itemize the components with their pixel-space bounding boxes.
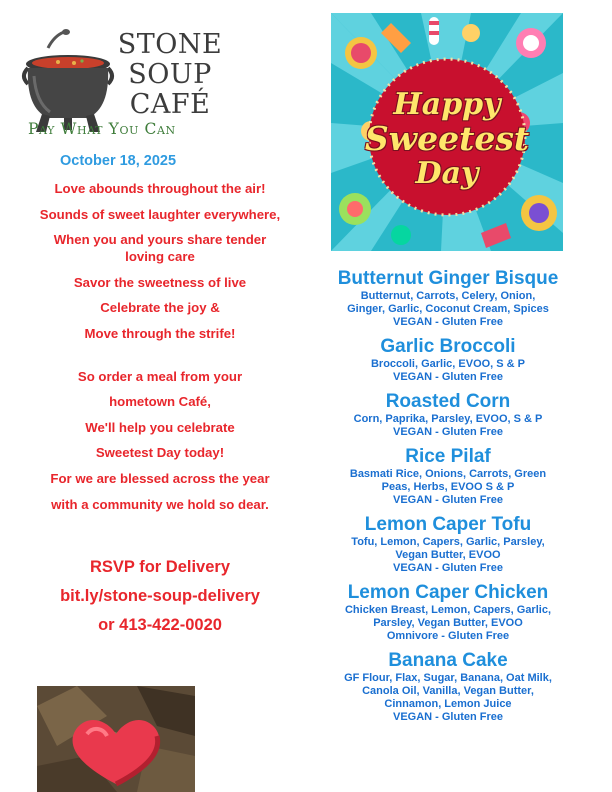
- stone-soup-logo: [18, 22, 228, 142]
- poem-line: So order a meal from your: [77, 368, 243, 384]
- poem-line: When you and yours share tender: [53, 232, 267, 248]
- dish-description: GF Flour, Flax, Sugar, Banana, Oat Milk,: [344, 672, 552, 684]
- dish-diet: VEGAN - Gluten Free: [392, 316, 504, 328]
- logo-line-stone: STONE: [117, 29, 223, 60]
- event-date: October 18, 2025: [60, 153, 177, 169]
- dish-diet: VEGAN - Gluten Free: [392, 371, 504, 383]
- dish-diet: VEGAN - Gluten Free: [392, 711, 504, 723]
- poem-line: loving care: [125, 249, 195, 265]
- poem-line: hometown Café,: [109, 394, 211, 410]
- sweetest-day-banner: [331, 13, 563, 251]
- dish-description: Broccoli, Garlic, EVOO, S & P: [370, 358, 526, 370]
- poem: [20, 180, 300, 513]
- menu-item: [310, 446, 586, 507]
- poem-line: Move through the strife!: [84, 325, 236, 341]
- logo-tagline: Pay What You Can: [28, 120, 176, 138]
- menu-item: [310, 391, 586, 439]
- felt-heart-photo: [37, 686, 195, 792]
- dish-description: Peas, Herbs, EVOO S & P: [381, 481, 515, 493]
- dish-name: Lemon Caper Chicken: [347, 582, 549, 603]
- dish-description: Chicken Breast, Lemon, Capers, Garlic,: [344, 604, 552, 616]
- dish-name: Roasted Corn: [385, 391, 511, 412]
- dish-diet: VEGAN - Gluten Free: [392, 562, 504, 574]
- menu-item: [310, 268, 586, 329]
- poem-stanza-break: [20, 351, 300, 368]
- dish-description: Basmati Rice, Onions, Carrots, Green: [349, 468, 547, 480]
- dish-diet: VEGAN - Gluten Free: [392, 426, 504, 438]
- dish-name: Rice Pilaf: [405, 446, 491, 467]
- banner-line-happy: Happy: [393, 87, 501, 122]
- banner-line-day: Day: [415, 156, 479, 191]
- dish-description: Tofu, Lemon, Capers, Garlic, Parsley,: [351, 536, 545, 548]
- dish-description: Ginger, Garlic, Coconut Cream, Spices: [347, 303, 549, 315]
- poem-line: We'll help you celebrate: [85, 419, 235, 435]
- dish-description: Parsley, Vegan Butter, EVOO: [373, 617, 523, 629]
- dish-diet: VEGAN - Gluten Free: [392, 494, 504, 506]
- dish-description: Cinnamon, Lemon Juice: [384, 698, 512, 710]
- rsvp-block: [20, 553, 300, 640]
- poem-line: Savor the sweetness of live: [73, 274, 247, 290]
- dish-description: Canola Oil, Vanilla, Vegan Butter,: [362, 685, 534, 697]
- dish-name: Lemon Caper Tofu: [364, 514, 532, 535]
- poem-line: For we are blessed across the year: [50, 470, 270, 486]
- dish-description: Corn, Paprika, Parsley, EVOO, S & P: [353, 413, 543, 425]
- dish-description: Butternut, Carrots, Celery, Onion,: [360, 290, 536, 302]
- poem-line: Sweetest Day today!: [95, 445, 225, 461]
- menu-item: [310, 336, 586, 384]
- poem-line: Celebrate the joy &: [100, 300, 220, 316]
- logo-line-soup: SOUP: [128, 59, 212, 90]
- rsvp-phone[interactable]: or 413-422-0020: [98, 616, 222, 634]
- rsvp-heading: RSVP for Delivery: [89, 558, 230, 576]
- dish-name: Garlic Broccoli: [380, 336, 516, 357]
- dish-diet: Omnivore - Gluten Free: [386, 630, 510, 642]
- menu-item: [310, 582, 586, 643]
- banner-line-sweetest: Sweetest: [364, 119, 530, 158]
- menu-item: [310, 514, 586, 575]
- poem-line: Love abounds throughout the air!: [54, 181, 266, 196]
- rsvp-link[interactable]: bit.ly/stone-soup-delivery: [60, 587, 260, 605]
- dish-description: Vegan Butter, EVOO: [395, 549, 501, 561]
- poem-line: Sounds of sweet laughter everywhere,: [39, 206, 281, 222]
- dish-name: Butternut Ginger Bisque: [337, 268, 559, 289]
- menu: [310, 268, 586, 731]
- logo-line-cafe: CAFÉ: [129, 89, 211, 120]
- menu-item: [310, 650, 586, 724]
- logo-wordmark: [114, 30, 226, 120]
- dish-name: Banana Cake: [388, 650, 508, 671]
- poem-line: with a community we hold so dear.: [51, 496, 269, 512]
